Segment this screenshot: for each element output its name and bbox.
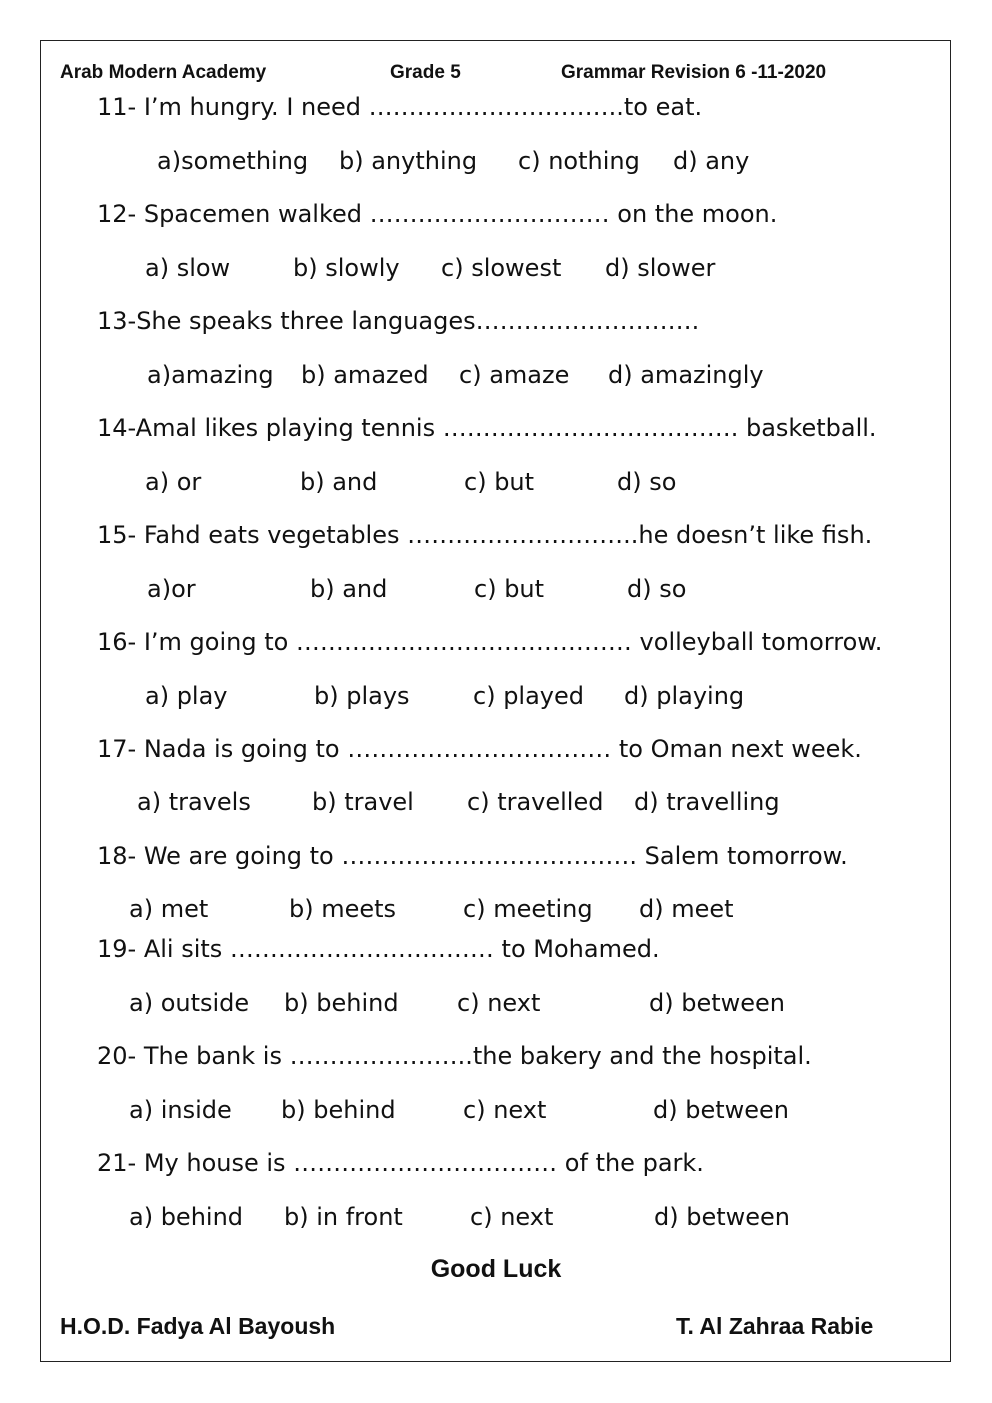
question-13: 13-She speaks three languages………………………. — [97, 307, 700, 335]
option-16-c: c) played — [473, 682, 584, 710]
option-15-a: a)or — [147, 575, 196, 603]
question-16: 16- I’m going to …………………………………… volleyball tomorrow. — [97, 628, 883, 656]
option-11-a: a)something — [157, 147, 309, 175]
question-21: 21- My house is …………………………… of the park. — [97, 1149, 704, 1177]
question-15: 15- Fahd eats vegetables ………………………..he doesn’t like fish. — [97, 521, 873, 549]
option-20-d: d) between — [653, 1096, 790, 1124]
option-12-a: a) slow — [145, 254, 231, 282]
option-11-b: b) anything — [339, 147, 478, 175]
option-20-b: b) behind — [281, 1096, 396, 1124]
option-13-a: a)amazing — [147, 361, 274, 389]
option-15-c: c) but — [474, 575, 545, 603]
option-12-b: b) slowly — [293, 254, 400, 282]
option-14-c: c) but — [464, 468, 535, 496]
option-21-b: b) in front — [284, 1203, 403, 1231]
option-13-d: d) amazingly — [608, 361, 764, 389]
option-17-b: b) travel — [312, 788, 414, 816]
option-19-c: c) next — [457, 989, 541, 1017]
footer-hod: H.O.D. Fadya Al Bayoush — [60, 1313, 336, 1339]
option-13-c: c) amaze — [459, 361, 570, 389]
option-11-c: c) nothing — [518, 147, 640, 175]
option-21-a: a) behind — [129, 1203, 244, 1231]
option-13-b: b) amazed — [301, 361, 429, 389]
closing-message: Good Luck — [430, 1255, 562, 1283]
grade-label: Grade 5 — [390, 62, 461, 83]
option-17-c: c) travelled — [467, 788, 604, 816]
option-21-d: d) between — [654, 1203, 791, 1231]
question-20: 20- The bank is …………………..the bakery and the hospital. — [97, 1042, 812, 1070]
option-17-d: d) travelling — [634, 788, 780, 816]
option-19-d: d) between — [649, 989, 786, 1017]
option-19-a: a) outside — [129, 989, 250, 1017]
option-16-b: b) plays — [314, 682, 410, 710]
question-17: 17- Nada is going to …………………………… to Oman next week. — [97, 735, 862, 763]
option-12-d: d) slower — [605, 254, 716, 282]
option-14-a: a) or — [145, 468, 202, 496]
question-14: 14-Amal likes playing tennis ………………………………. basketball. — [97, 414, 877, 442]
option-16-d: d) playing — [624, 682, 745, 710]
question-19: 19- Ali sits …………………………… to Mohamed. — [97, 935, 660, 963]
option-15-d: d) so — [627, 575, 687, 603]
footer-teacher: T. Al Zahraa Rabie — [676, 1313, 874, 1339]
option-18-b: b) meets — [289, 895, 397, 923]
option-21-c: c) next — [470, 1203, 554, 1231]
option-18-a: a) met — [129, 895, 209, 923]
option-15-b: b) and — [310, 575, 388, 603]
question-18: 18- We are going to ………………………………. Salem tomorrow. — [97, 842, 848, 870]
option-16-a: a) play — [145, 682, 228, 710]
option-18-c: c) meeting — [463, 895, 593, 923]
question-11: 11- I’m hungry. I need …………………………..to eat. — [97, 93, 703, 121]
worksheet-title: Grammar Revision 6 -11-2020 — [561, 62, 827, 83]
option-17-a: a) travels — [137, 788, 251, 816]
option-14-d: d) so — [617, 468, 677, 496]
question-12: 12- Spacemen walked ………………………… on the moon. — [97, 200, 778, 228]
option-19-b: b) behind — [284, 989, 399, 1017]
option-14-b: b) and — [300, 468, 378, 496]
option-11-d: d) any — [673, 147, 750, 175]
option-20-a: a) inside — [129, 1096, 232, 1124]
option-20-c: c) next — [463, 1096, 547, 1124]
school-name: Arab Modern Academy — [60, 62, 267, 83]
option-18-d: d) meet — [639, 895, 734, 923]
option-12-c: c) slowest — [441, 254, 562, 282]
